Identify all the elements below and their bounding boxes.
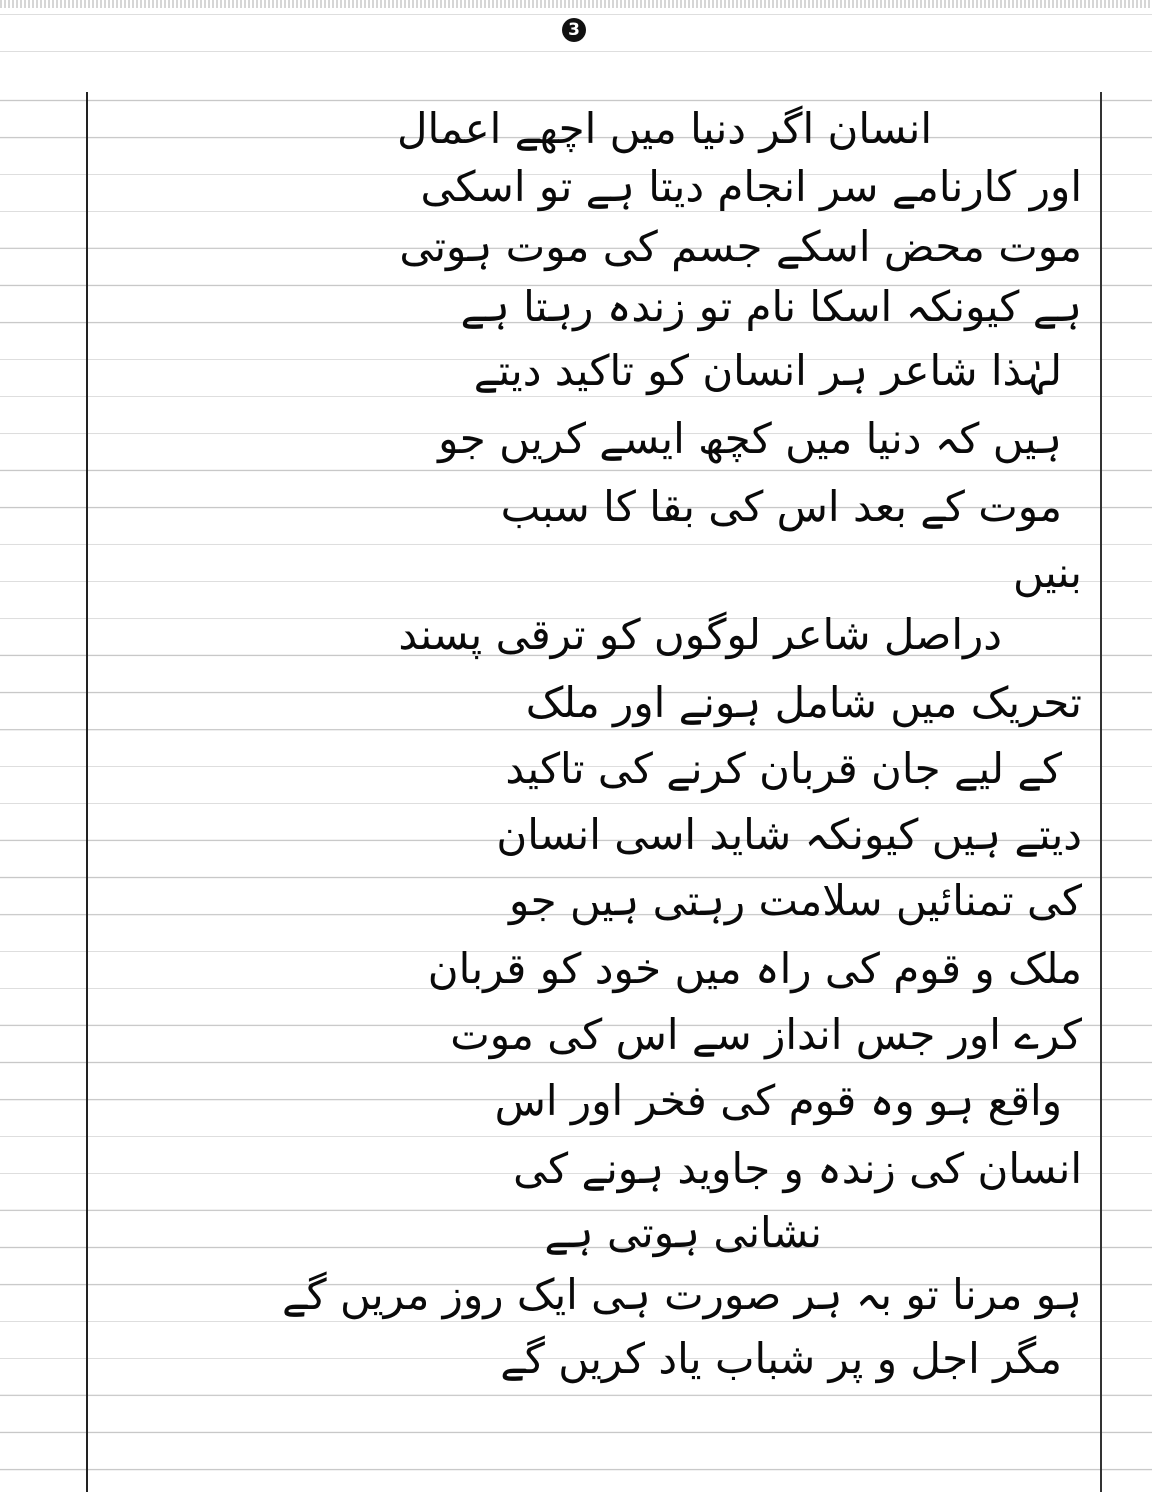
text-line-13: کی تمنائیں سلامت رہتی ہیں جو [508, 876, 1082, 925]
text-line-18: نشانی ہوتی ہے [544, 1208, 822, 1257]
text-line-6: ہیں کہ دنیا میں کچھ ایسے کریں جو [438, 414, 1062, 463]
text-line-20: مگر اجل و پر شباب یاد کریں گے [500, 1334, 1062, 1383]
text-line-4: ہے کیونکہ اسکا نام تو زندہ رہتا ہے [460, 282, 1082, 331]
page-number-badge: 3 [562, 18, 586, 42]
text-line-5: لہٰذا شاعر ہر انسان کو تاکید دیتے [473, 346, 1062, 395]
text-line-19: ہو مرنا تو بہ ہر صورت ہی ایک روز مریں گے [282, 1270, 1082, 1319]
text-line-10: تحریک میں شامل ہونے اور ملک [525, 678, 1082, 727]
text-line-17: انسان کی زندہ و جاوید ہونے کی [513, 1144, 1082, 1193]
text-line-11: کے لیے جان قربان کرنے کی تاکید [505, 744, 1062, 793]
left-margin-line [86, 92, 88, 1492]
text-line-8: بنیں [1012, 548, 1082, 597]
text-line-12: دیتے ہیں کیونکہ شاید اسی انسان [496, 810, 1082, 859]
text-line-2: اور کارنامے سر انجام دیتا ہے تو اسکی [420, 162, 1082, 211]
handwritten-text-body [100, 100, 1082, 1450]
text-line-15: کرے اور جس انداز سے اس کی موت [450, 1010, 1082, 1059]
right-margin-line [1100, 92, 1102, 1492]
text-line-14: ملک و قوم کی راہ میں خود کو قربان [427, 944, 1082, 993]
text-line-7: موت کے بعد اس کی بقا کا سبب [500, 482, 1062, 531]
text-line-16: واقع ہو وہ قوم کی فخر اور اس [494, 1076, 1062, 1125]
text-line-9: دراصل شاعر لوگوں کو ترقی پسند [398, 610, 1002, 659]
text-line-3: موت محض اسکے جسم کی موت ہوتی [399, 222, 1082, 271]
text-line-1: انسان اگر دنیا میں اچھے اعمال [397, 104, 932, 153]
